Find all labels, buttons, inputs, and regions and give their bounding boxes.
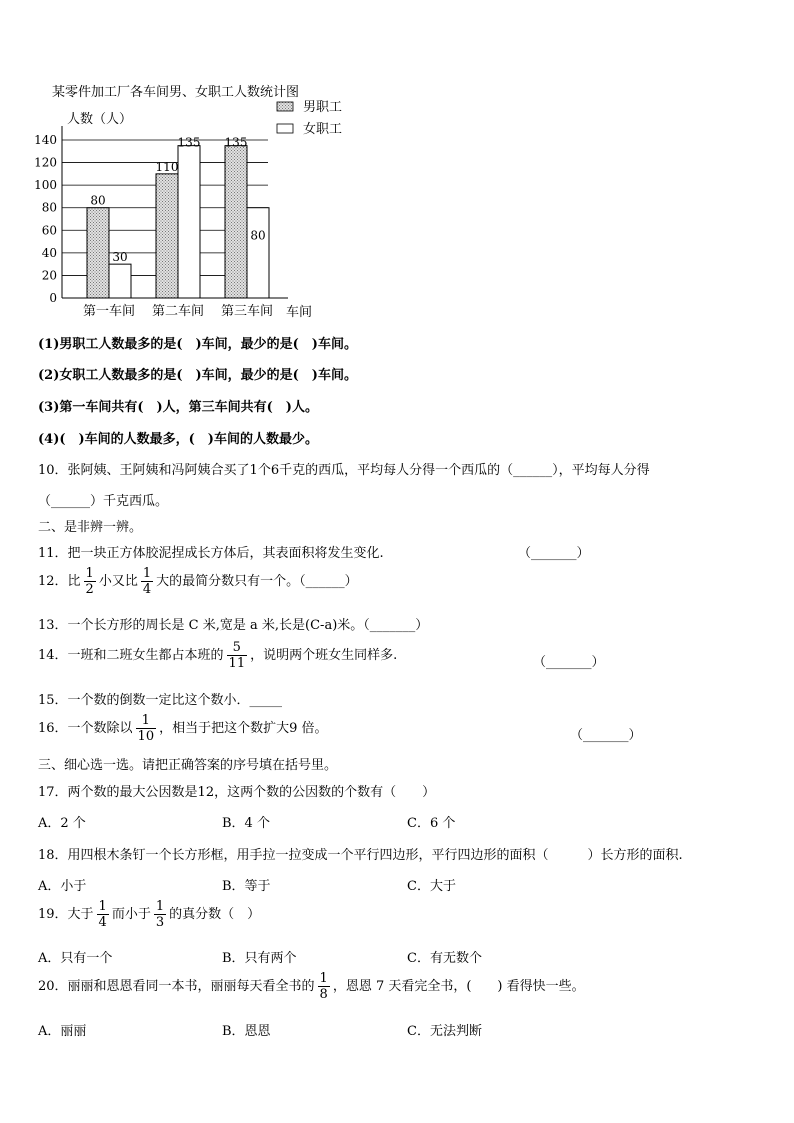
legend-male-swatch [277,102,293,111]
bar-male [225,146,247,298]
option-b[interactable]: B．4 个 [222,816,270,831]
section-2-heading: 二、是非辨一辨。 [38,520,143,535]
category-labels [83,303,273,319]
y-tick-label: 60 [41,223,57,238]
option-b[interactable]: B．恩恩 [222,1024,271,1039]
category-label: 第一车间 [82,304,136,319]
bar-chart [30,96,390,336]
option-a[interactable]: A．只有一个 [38,951,113,966]
fraction: $\frac{1}{3}$ [155,899,165,930]
option-a[interactable]: A．丽丽 [38,1024,87,1039]
sub-question-4: (4)( )车间的人数最多，( )车间的人数最少。 [38,432,318,447]
question-20: 20．丽丽和恩恩看同一本书，丽丽每天看全书的 $\frac{1}{8}$ ，恩恩 7 天看完全书，( ) 看得快一些。 [38,971,585,1002]
question-12: 12．比 $\frac{1}{2}$ 小又比 $\frac{1}{4}$ 大的最简分数只有一个。（______） [38,566,358,597]
question-14: 14．一班和二班女生都占本班的 $\frac{5}{11}$ ，说明两个班女生同样多. [38,640,398,671]
y-tick-label: 100 [34,178,57,193]
category-label: 第三车间 [220,304,274,319]
question-16-answer[interactable]: （_______） [570,728,642,743]
data-label: 30 [112,250,128,265]
data-label: 80 [250,228,266,243]
bar-male [156,174,178,298]
question-10-line1: 10．张阿姨、王阿姨和冯阿姨合买了1个6千克的西瓜，平均每人分得一个西瓜的（______），平均每人分得 [38,463,650,478]
option-b[interactable]: B．只有两个 [222,951,297,966]
fraction: $\frac{1}{8}$ [319,971,328,1002]
data-label: 135 [224,135,248,150]
question-18: 18．用四根木条钉一个长方形框，用手拉一拉变成一个平行四边形，平行四边形的面积（ ）长方形的面积. [38,848,683,863]
question-16: 16．一个数除以 $\frac{1}{10}$ ，相当于把这个数扩大9 倍。 [38,713,328,744]
option-c[interactable]: C．大于 [407,879,456,894]
data-label: 80 [90,193,106,208]
sub-question-3: (3)第一车间共有( )人，第三车间共有( )人。 [38,400,318,415]
fraction: $\frac{1}{2}$ [85,566,94,597]
category-label: 第二车间 [151,304,205,319]
bars [87,136,269,298]
option-c[interactable]: C．6 个 [407,816,456,831]
question-13: 13．一个长方形的周长是 C 米,宽是 a 米,长是(C-a)米。（_______） [38,618,429,633]
question-14-answer[interactable]: （_______） [533,655,605,670]
legend-male-label: 男职工 [303,100,343,115]
chart-title: 某零件加工厂各车间男、女职工人数统计图 [52,85,300,100]
question-17: 17．两个数的最大公因数是12，这两个数的公因数的个数有（ ） [38,785,436,800]
legend-female-swatch [277,124,293,133]
y-tick-label: 20 [41,268,57,283]
y-tick-label: 120 [34,155,57,170]
option-c[interactable]: C．无法判断 [407,1024,482,1039]
bar-female [247,208,269,298]
option-a[interactable]: A．小于 [38,879,87,894]
question-19: 19．大于 $\frac{1}{4}$ 而小于 $\frac{1}{3}$ 的真分数（ ） [38,899,261,930]
y-axis-label: 人数（人） [67,112,133,127]
y-tick-labels [34,133,57,305]
option-c[interactable]: C．有无数个 [407,951,482,966]
legend-female-label: 女职工 [303,122,343,137]
sub-question-1: (1)男职工人数最多的是( )车间，最少的是( )车间。 [38,337,357,352]
data-label: 110 [155,159,179,174]
option-a[interactable]: A．2 个 [38,816,86,831]
y-tick-label: 140 [34,133,57,147]
question-10-line2: （______）千克西瓜。 [38,494,169,509]
fraction: $\frac{1}{4}$ [98,899,107,930]
question-15: 15．一个数的倒数一定比这个数小．_____ [38,693,283,708]
fraction: $\frac{1}{4}$ [142,566,152,597]
option-b[interactable]: B．等于 [222,879,271,894]
question-11: 11．把一块正方体胶泥捏成长方体后，其表面积将发生变化. [38,546,384,561]
section-3-heading: 三、细心选一选。请把正确答案的序号填在括号里。 [38,758,338,773]
sub-question-2: (2)女职工人数最多的是( )车间，最少的是( )车间。 [38,368,357,383]
bar-female [109,264,131,298]
y-tick-label: 0 [49,291,57,305]
bar-female [178,146,200,298]
question-11-answer[interactable]: （_______） [518,546,590,561]
fraction: $\frac{5}{11}$ [228,640,246,671]
x-axis-label: 车间 [286,305,313,320]
y-tick-label: 40 [41,245,57,260]
bar-male [87,208,109,298]
fraction: $\frac{1}{10}$ [137,713,155,744]
y-tick-label: 80 [41,200,57,215]
data-label: 135 [177,135,201,150]
